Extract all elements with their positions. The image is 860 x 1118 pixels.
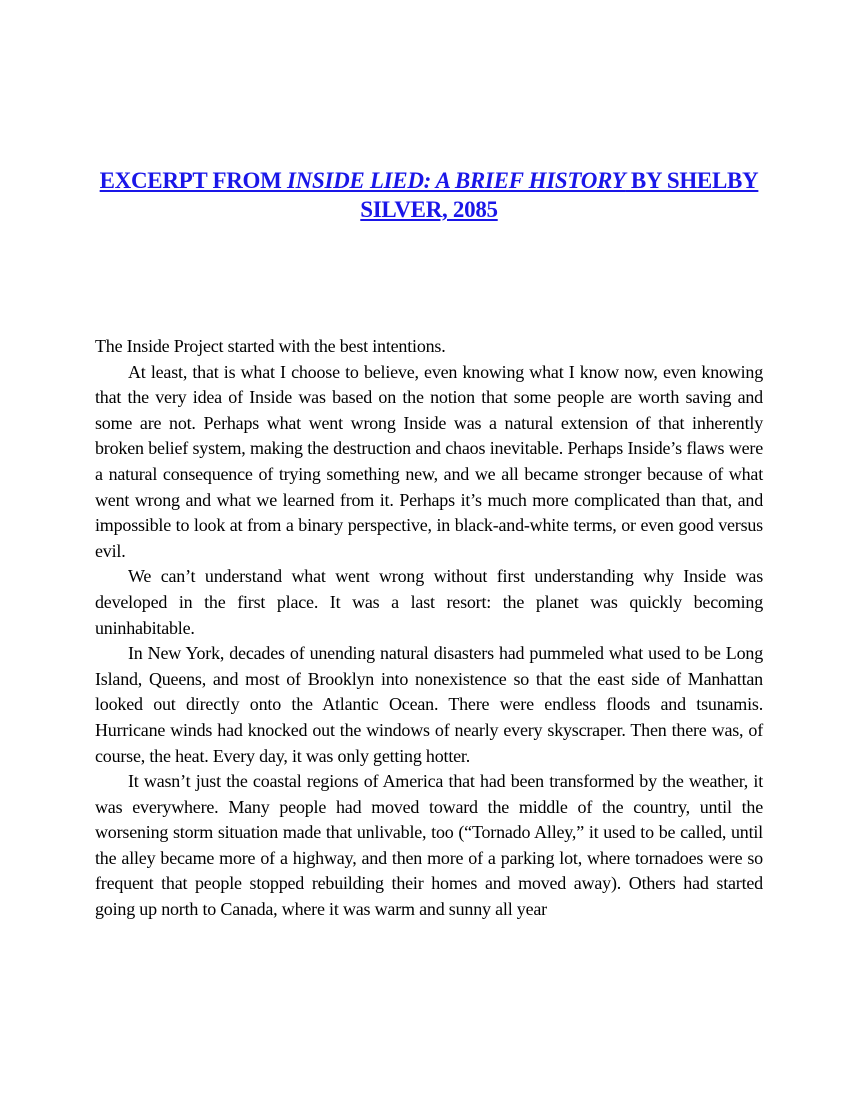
paragraph: We can’t understand what went wrong without first understanding why Inside was developed in the first place. It was a last resort: the planet was quickly becoming uninhabitable. bbox=[95, 566, 763, 638]
book-title-italic: INSIDE LIED: A BRIEF HISTORY bbox=[287, 168, 626, 193]
excerpt-title-suffix: BY SHELBY SILVER, 2085 bbox=[360, 168, 759, 222]
excerpt-title-link[interactable] bbox=[95, 166, 763, 224]
excerpt-title-prefix: EXCERPT FROM bbox=[99, 168, 287, 193]
paragraph: It wasn’t just the coastal regions of America that had been transformed by the weather, it was everywhere. Many people had moved toward the middle of the country, until the worsening storm situation made that unlivable, too (“Tornado Alley,” it used to be called, until the alley became more of a highway, and then more of a parking lot, where tornadoes were so frequent that people stopped rebuilding their homes and moved away). Others had started going up north to Canada, where it was warm and sunny all year bbox=[95, 771, 763, 920]
paragraph: In New York, decades of unending natural disasters had pummeled what used to be Long Island, Queens, and most of Brooklyn into nonexistence so that the east side of Manhattan looked out directly onto the Atlantic Ocean. There were endless floods and tsunamis. Hurricane winds had knocked out the windows of nearly every skyscraper. Then there was, of course, the heat. Every day, it was only getting hotter. bbox=[95, 643, 763, 766]
paragraph: At least, that is what I choose to believe, even knowing what I know now, even knowing that the very idea of Inside was based on the notion that some people are worth saving and some are not. Perhaps what went wrong Inside was a natural extension of that inherently broken belief system, making the destruction and chaos inevitable. Perhaps Inside’s flaws were a natural consequence of trying something new, and we all became stronger because of what went wrong and what we learned from it. Perhaps it’s much more complicated than that, and impossible to look at from a binary perspective, in black-and-white terms, or even good versus evil. bbox=[95, 361, 763, 561]
excerpt-body bbox=[95, 334, 763, 923]
paragraph: The Inside Project started with the best intentions. bbox=[95, 336, 446, 356]
